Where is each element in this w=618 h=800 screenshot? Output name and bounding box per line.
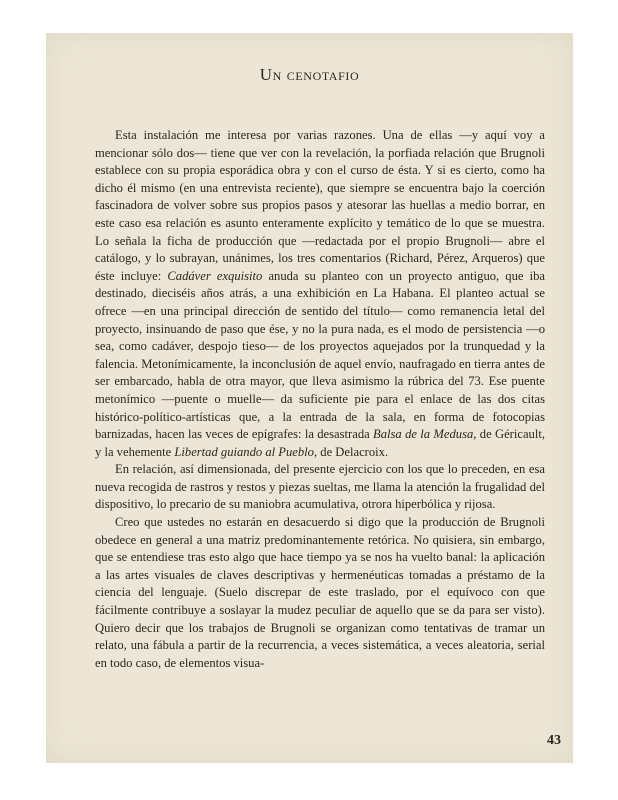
paragraph-text: Esta instalación me interesa por varias razones. Una de ellas —y aquí voy a mencionar sólo dos— tiene que ver con la revelación, la porfiada relación que Brugnoli establece con su propia esporádica obra y con el curso de ésta. Y si es cierto, como ha dicho él mismo (en una entrevista reciente), que siempre se encuentra bajo la coerción fascinadora de volver sobre sus propios pasos y atesorar las huellas a medio borrar, en este caso esa relación es asunto enteramente explícito y temático de lo que se muestra. Lo señala la ficha de producción que —redactada por el propio Brugnoli— abre el catálogo, y lo subrayan, unánimes, los tres comentarios (Richard, Pérez, Arqueros) que éste incluye: xyxy=(95,128,545,283)
paragraph xyxy=(95,514,545,672)
paragraph-text: En relación, así dimensionada, del presente ejercicio con los que lo preceden, en esa nueva recogida de rastros y restos y piezas sueltas, me llama la atención la frugalidad del dispositivo, lo precario de su maniobra acumulativa, otrora hiperbólica y rijosa. xyxy=(95,462,545,512)
paragraph-text: Creo que ustedes no estarán en desacuerdo si digo que la producción de Brugnoli obedece en general a una matriz predominantemente retórica. No quisiera, sin embargo, que se entendiese tras esto algo que hace tiempo ya se nos ha vuelto banal: la aplicación a las artes visuales de claves descriptivas y hermenéuticas tomadas a préstamo de la ciencia del lenguaje. (Suelo discrepar de este traslado, por el equívoco con que fácilmente contribuye a soslayar la mudez peculiar de aquello que se da para ser visto). Quiero decir que los trabajos de Brugnoli se organizan como tentativas de tramar un relato, una fábula a partir de la recurrencia, a veces sistemática, a veces aleatoria, serial en todo caso, de elementos visua- xyxy=(95,515,545,670)
paragraph xyxy=(95,127,545,461)
paragraph-text: de Delacroix. xyxy=(317,444,389,459)
body-text xyxy=(95,127,545,672)
page-number: 43 xyxy=(547,733,561,748)
book-page xyxy=(46,33,573,763)
artwork-title: Cadáver exquisito xyxy=(167,268,263,283)
paragraph-text: de Géricault, y la vehemente xyxy=(95,427,545,459)
paragraph-text: anuda su planteo con un proyecto antiguo, que iba destinado, dieciséis años atrás, a una exhibición en La Habana. El planteo actual se ofrece —en una principal dirección de sentido del título— como remanencia letal del proyecto, insinuando de paso que ése, y no la pura nada, es el modo de persistencia —o sea, como cadáver, despojo tieso— de los proyectos aquejados por la trunquedad y la falencia. Metonímicamente, la inconclusión de aquel envío, naufragado en tierra antes de ser embarcado, habla de otra mayor, que lleva asimismo la rúbrica del 73. Ese puente metonímico —puente o muelle— da suficiente pie para el enlace de las dos citas histórico-político-artísticas que, a la entrada de la sala, en forma de fotocopias barnizadas, hacen las veces de epígrafes: la desastrada xyxy=(95,268,545,442)
artwork-title: Libertad guiando al Pueblo, xyxy=(174,444,318,459)
paragraph xyxy=(95,461,545,514)
chapter-title: Un cenotafio xyxy=(259,65,360,84)
artwork-title: Balsa de la Medusa, xyxy=(373,427,477,442)
